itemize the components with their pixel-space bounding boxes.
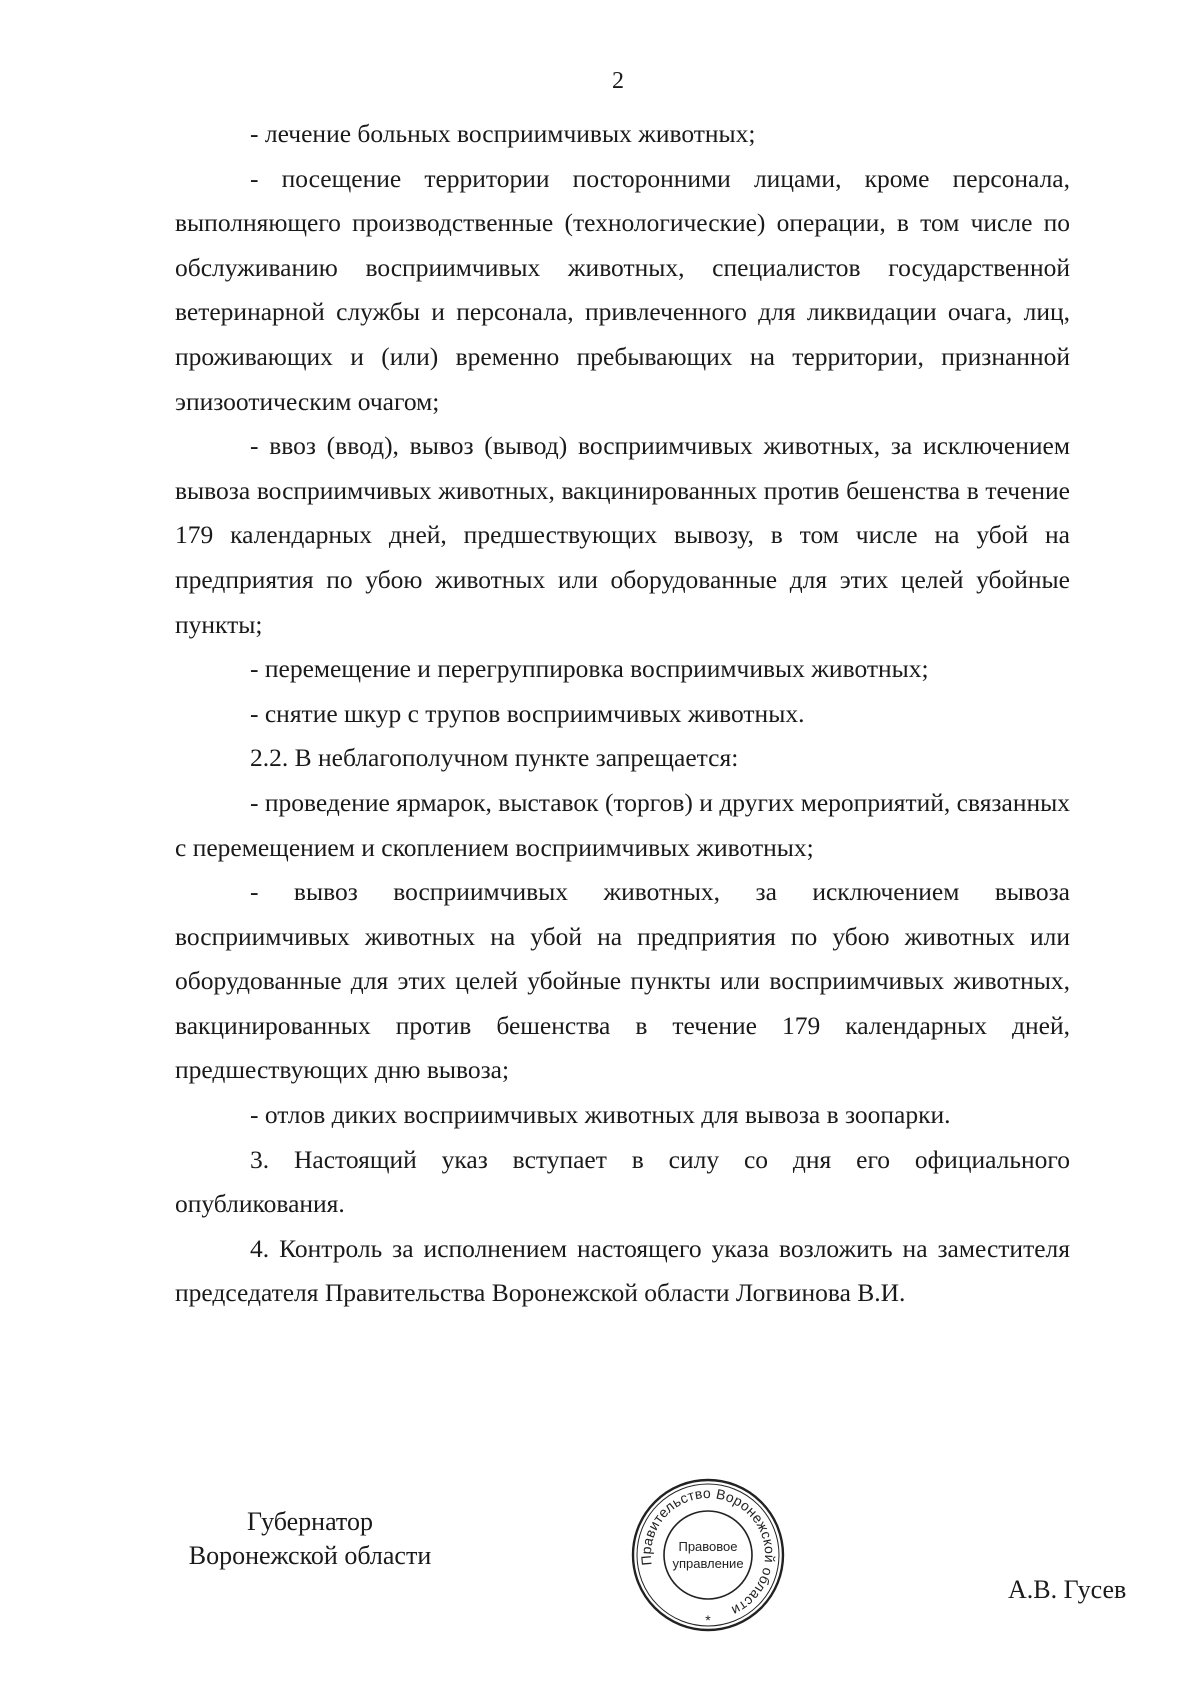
page-number: 2 <box>612 68 624 94</box>
signatory-title-line1: Губернатор <box>247 1507 373 1536</box>
paragraph-export-ban: - вывоз восприимчивых животных, за исключением вывоза восприимчивых животных на убой на предприятия по убою животных или оборудованные для этих целей убойные пункты или восприимчивых животных, вакцинированных против бешенства в течение 179 календарных дней, предшествующих дню вывоза; <box>175 877 1070 1085</box>
signatory-name: А.В. Гусев <box>1008 1575 1127 1604</box>
stamp-star-mark: * <box>705 1612 711 1628</box>
paragraph-section-2-2: 2.2. В неблагополучном пункте запрещается: <box>250 743 739 773</box>
svg-text:Правительство Воронежской обла <box>628 1475 788 1634</box>
paragraph-skinning-ban: - снятие шкур с трупов восприимчивых животных. <box>250 698 805 728</box>
paragraph-treatment-ban: - лечение больных восприимчивых животных; <box>250 119 756 148</box>
paragraph-capture-ban: - отлов диких восприимчивых животных для вывоза в зоопарки. <box>250 1100 951 1130</box>
paragraph-regrouping-ban: - перемещение и перегруппировка восприимчивых животных; <box>250 654 929 684</box>
paragraph-effective-date: 3. Настоящий указ вступает в силу со дня его официального опубликования. <box>175 1144 1070 1219</box>
stamp-ring-text: Правительство Воронежской области <box>637 1484 779 1620</box>
stamp-center-line1: Правовое <box>678 1539 738 1554</box>
paragraph-transport-ban: - ввоз (ввод), вывоз (вывод) восприимчивых животных, за исключением вывоза восприимчивых животных, вакцинированных против бешенства в течение 179 календарных дней, предшествующих вывозу, в том числе на убой на предприятия по убою животных или оборудованные для этих целей убойные пункты; <box>175 431 1070 639</box>
paragraph-fairs-ban: - проведение ярмарок, выставок (торгов) и других мероприятий, связанных с перемещением и скоплением восприимчивых животных; <box>175 787 1070 862</box>
paragraph-visit-ban: - посещение территории посторонними лицами, кроме персонала, выполняющего производственные (технологические) операции, в том числе по обслуживанию восприимчивых животных, специалистов государственной ветеринарной службы и персонала, привлеченного для ликвидации очага, лиц, проживающих и (или) временно пребывающих на территории, признанной эпизоотическим очагом; <box>175 163 1070 416</box>
signatory-title <box>170 1505 450 1573</box>
official-stamp <box>628 1475 788 1635</box>
paragraph-control: 4. Контроль за исполнением настоящего указа возложить на заместителя председателя Правительства Воронежской области Логвинова В.И. <box>175 1233 1070 1308</box>
signatory-title-line2: Воронежской области <box>188 1541 432 1570</box>
stamp-center-line2: управление <box>672 1556 744 1571</box>
signature-block <box>0 1505 1200 1655</box>
document-body <box>175 112 1070 1316</box>
